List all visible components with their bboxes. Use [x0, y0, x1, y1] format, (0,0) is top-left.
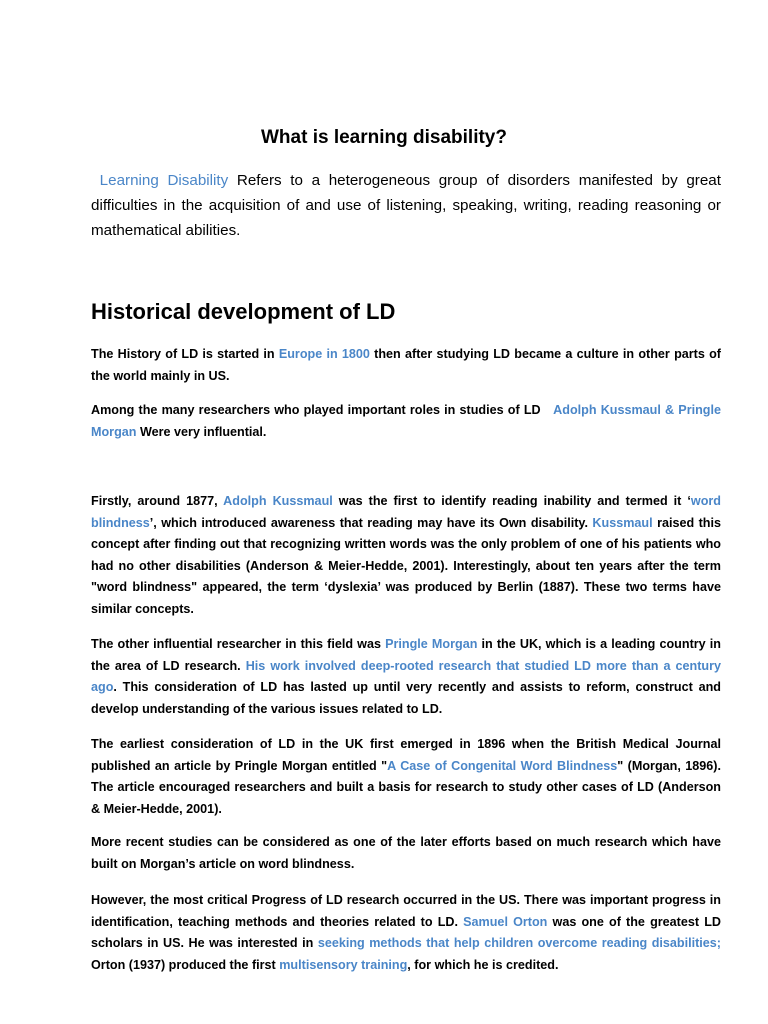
text-run: in the UK, which is a leading country in the area of LD research.	[91, 637, 721, 673]
text-run: was one of the greatest LD scholars in US. He was interested in	[91, 914, 722, 951]
text-run: The earliest consideration of LD in the UK first emerged in 1896 when the British Medical Journal published an article by Pringle Morgan entitled "	[91, 737, 721, 773]
text-run: The other influential researcher in this field was	[91, 637, 386, 651]
text-run: The History of LD is started in	[91, 347, 279, 361]
text-run: Firstly, around 1877,	[91, 494, 224, 508]
text-run: More recent studies can be considered as one of the later efforts based on much research which have built on Morgan’s article on word blindness.	[91, 835, 721, 871]
text-run: then after studying LD became a culture in other parts of the world mainly in US.	[91, 347, 721, 383]
text-run: " (Morgan, 1896). The article encouraged researchers and built a basis for research to study other cases of LD (Anderson & Meier-Hedde, 2001).	[91, 758, 722, 816]
highlight-text: seeking methods that help children overcome reading disabilities;	[317, 936, 721, 951]
text-run: Among the many researchers who played important roles in studies of LD	[91, 403, 545, 417]
text-run: Orton (1937) produced the first	[91, 957, 280, 972]
paragraph-recent-studies	[91, 832, 721, 875]
section-heading: Historical development of LD	[91, 299, 396, 324]
text-run: Were very influential.	[136, 424, 267, 439]
paragraph-us-progress	[91, 890, 721, 976]
highlight-text: word blindness	[91, 494, 721, 530]
intro-paragraph	[91, 168, 721, 243]
highlight-text: Europe in 1800	[278, 347, 370, 361]
text-run: ’, which introduced awareness that reading may have its Own disability.	[149, 515, 593, 530]
text-run: was the first to identify reading inability and termed it ‘	[332, 494, 691, 508]
text-run: However, the most critical Progress of LD research occurred in the US. There was important progress in identification, teaching methods and theories related to LD.	[91, 893, 721, 929]
highlight-text: Pringle Morgan	[385, 637, 478, 651]
highlight-text: A Case of Congenital Word Blindness	[387, 758, 618, 773]
text-run: , for which he is credited.	[407, 957, 559, 972]
highlight-text: His work involved deep-rooted research that studied LD more than a century ago	[91, 658, 721, 695]
paragraph-morgan	[91, 634, 721, 720]
highlight-term: Learning Disability	[99, 172, 229, 189]
paragraph-uk-1896	[91, 734, 721, 820]
highlight-text: multisensory training	[279, 957, 408, 972]
paragraph-researchers	[91, 400, 721, 443]
text-run: raised this concept after finding out that recognizing written words was the only problem of one of his patients who had no other disabilities (Anderson & Meier-Hedde, 2001). Interestingly, about ten years after the term "word blindness" appeared, the term ‘dyslexia’ was produced by Berlin (1887). These two terms have similar concepts.	[91, 515, 722, 616]
paragraph-kussmaul	[91, 491, 721, 621]
intro-text: Refers to a heterogeneous group of disorders manifested by great difficulties in the acquisition of and use of listening, speaking, writing, reading reasoning or mathematical abilities.	[91, 172, 721, 239]
highlight-text: Samuel Orton	[463, 914, 548, 929]
highlight-text: Adolph Kussmaul	[223, 494, 333, 508]
highlight-text: Adolph Kussmaul & Pringle Morgan	[91, 403, 721, 439]
paragraph-history-start	[91, 344, 721, 387]
text-run: . This consideration of LD has lasted up until very recently and assists to reform, construct and develop understanding of the various issues related to LD.	[91, 680, 721, 716]
page-title: What is learning disability?	[261, 127, 507, 148]
highlight-text: Kussmaul	[592, 515, 653, 530]
